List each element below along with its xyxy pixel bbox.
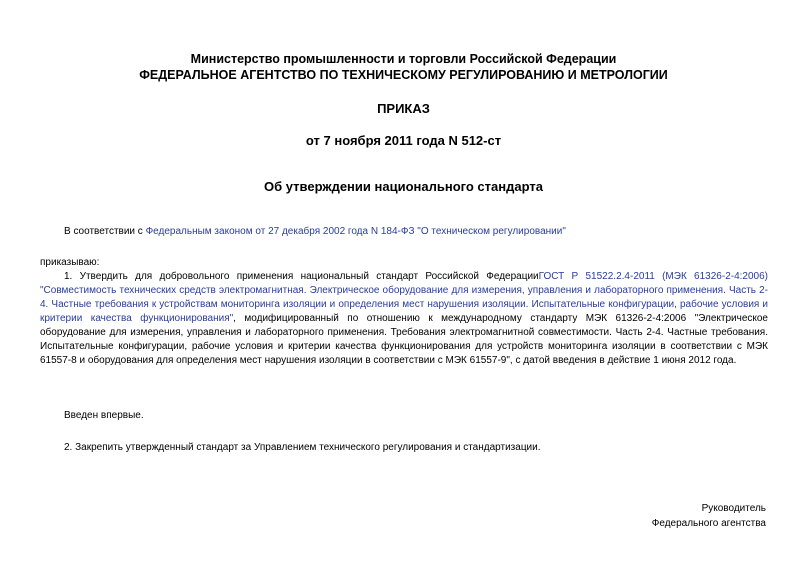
item-1-suffix: , модифицированный по отношению к международному стандарту МЭК 61326-2-4:2006 "Электрическое оборудование для измерения, управления и лабораторного применения. Требования электромагнитной совместимости. Часть 2-4. Частные требования. Испытательные конфигурации, рабочие условия и критерии качества функционирования для устройств мониторинга изоляции в соответствии с МЭК 61557-8 и оборудования для определения мест нарушения изоляции в соответствии с МЭК 61557-9", с датой введения в действие 1 июня 2012 года.	[40, 313, 768, 366]
order-subject: Об утверждении национального стандарта	[264, 179, 543, 194]
introduced-note: Введен впервые.	[64, 410, 144, 421]
decree-word: приказываю:	[40, 257, 100, 268]
signature-title-line2: Федерального агентства	[651, 518, 766, 529]
order-date-number: от 7 ноября 2011 года N 512-ст	[305, 133, 502, 148]
gost-standard-link[interactable]: ГОСТ Р 51522.2.4-2011 (МЭК 61326-2-4:2006) "Совместимость технических средств электромагнитная. Электрическое оборудование для измерения, управления и лабораторного применения. Часть 2-4. Частные требования к устройствам мониторинга изоляции и определения мест нарушения изоляции. Испытательные конфигурации, рабочие условия и критерии качества функционирования"	[40, 271, 768, 324]
agency-header: ФЕДЕРАЛЬНОЕ АГЕНТСТВО ПО ТЕХНИЧЕСКОМУ РЕГУЛИРОВАНИЮ И МЕТРОЛОГИИ	[139, 68, 668, 82]
item-2-paragraph: 2. Закрепить утвержденный стандарт за Управлением технического регулирования и стандартизации.	[64, 442, 541, 453]
signature-title-line1: Руководитель	[701, 503, 766, 514]
preamble-prefix: В соответствии с	[64, 226, 146, 237]
item-1-prefix: 1. Утвердить для добровольного применения национальный стандарт Российской Федерации	[64, 271, 539, 282]
order-type: ПРИКАЗ	[377, 101, 430, 116]
federal-law-link[interactable]: Федеральным законом от 27 декабря 2002 года N 184-ФЗ "О техническом регулировании"	[145, 226, 566, 237]
preamble	[64, 226, 566, 237]
ministry-header: Министерство промышленности и торговли Российской Федерации	[190, 52, 617, 66]
item-1-paragraph	[40, 270, 768, 368]
